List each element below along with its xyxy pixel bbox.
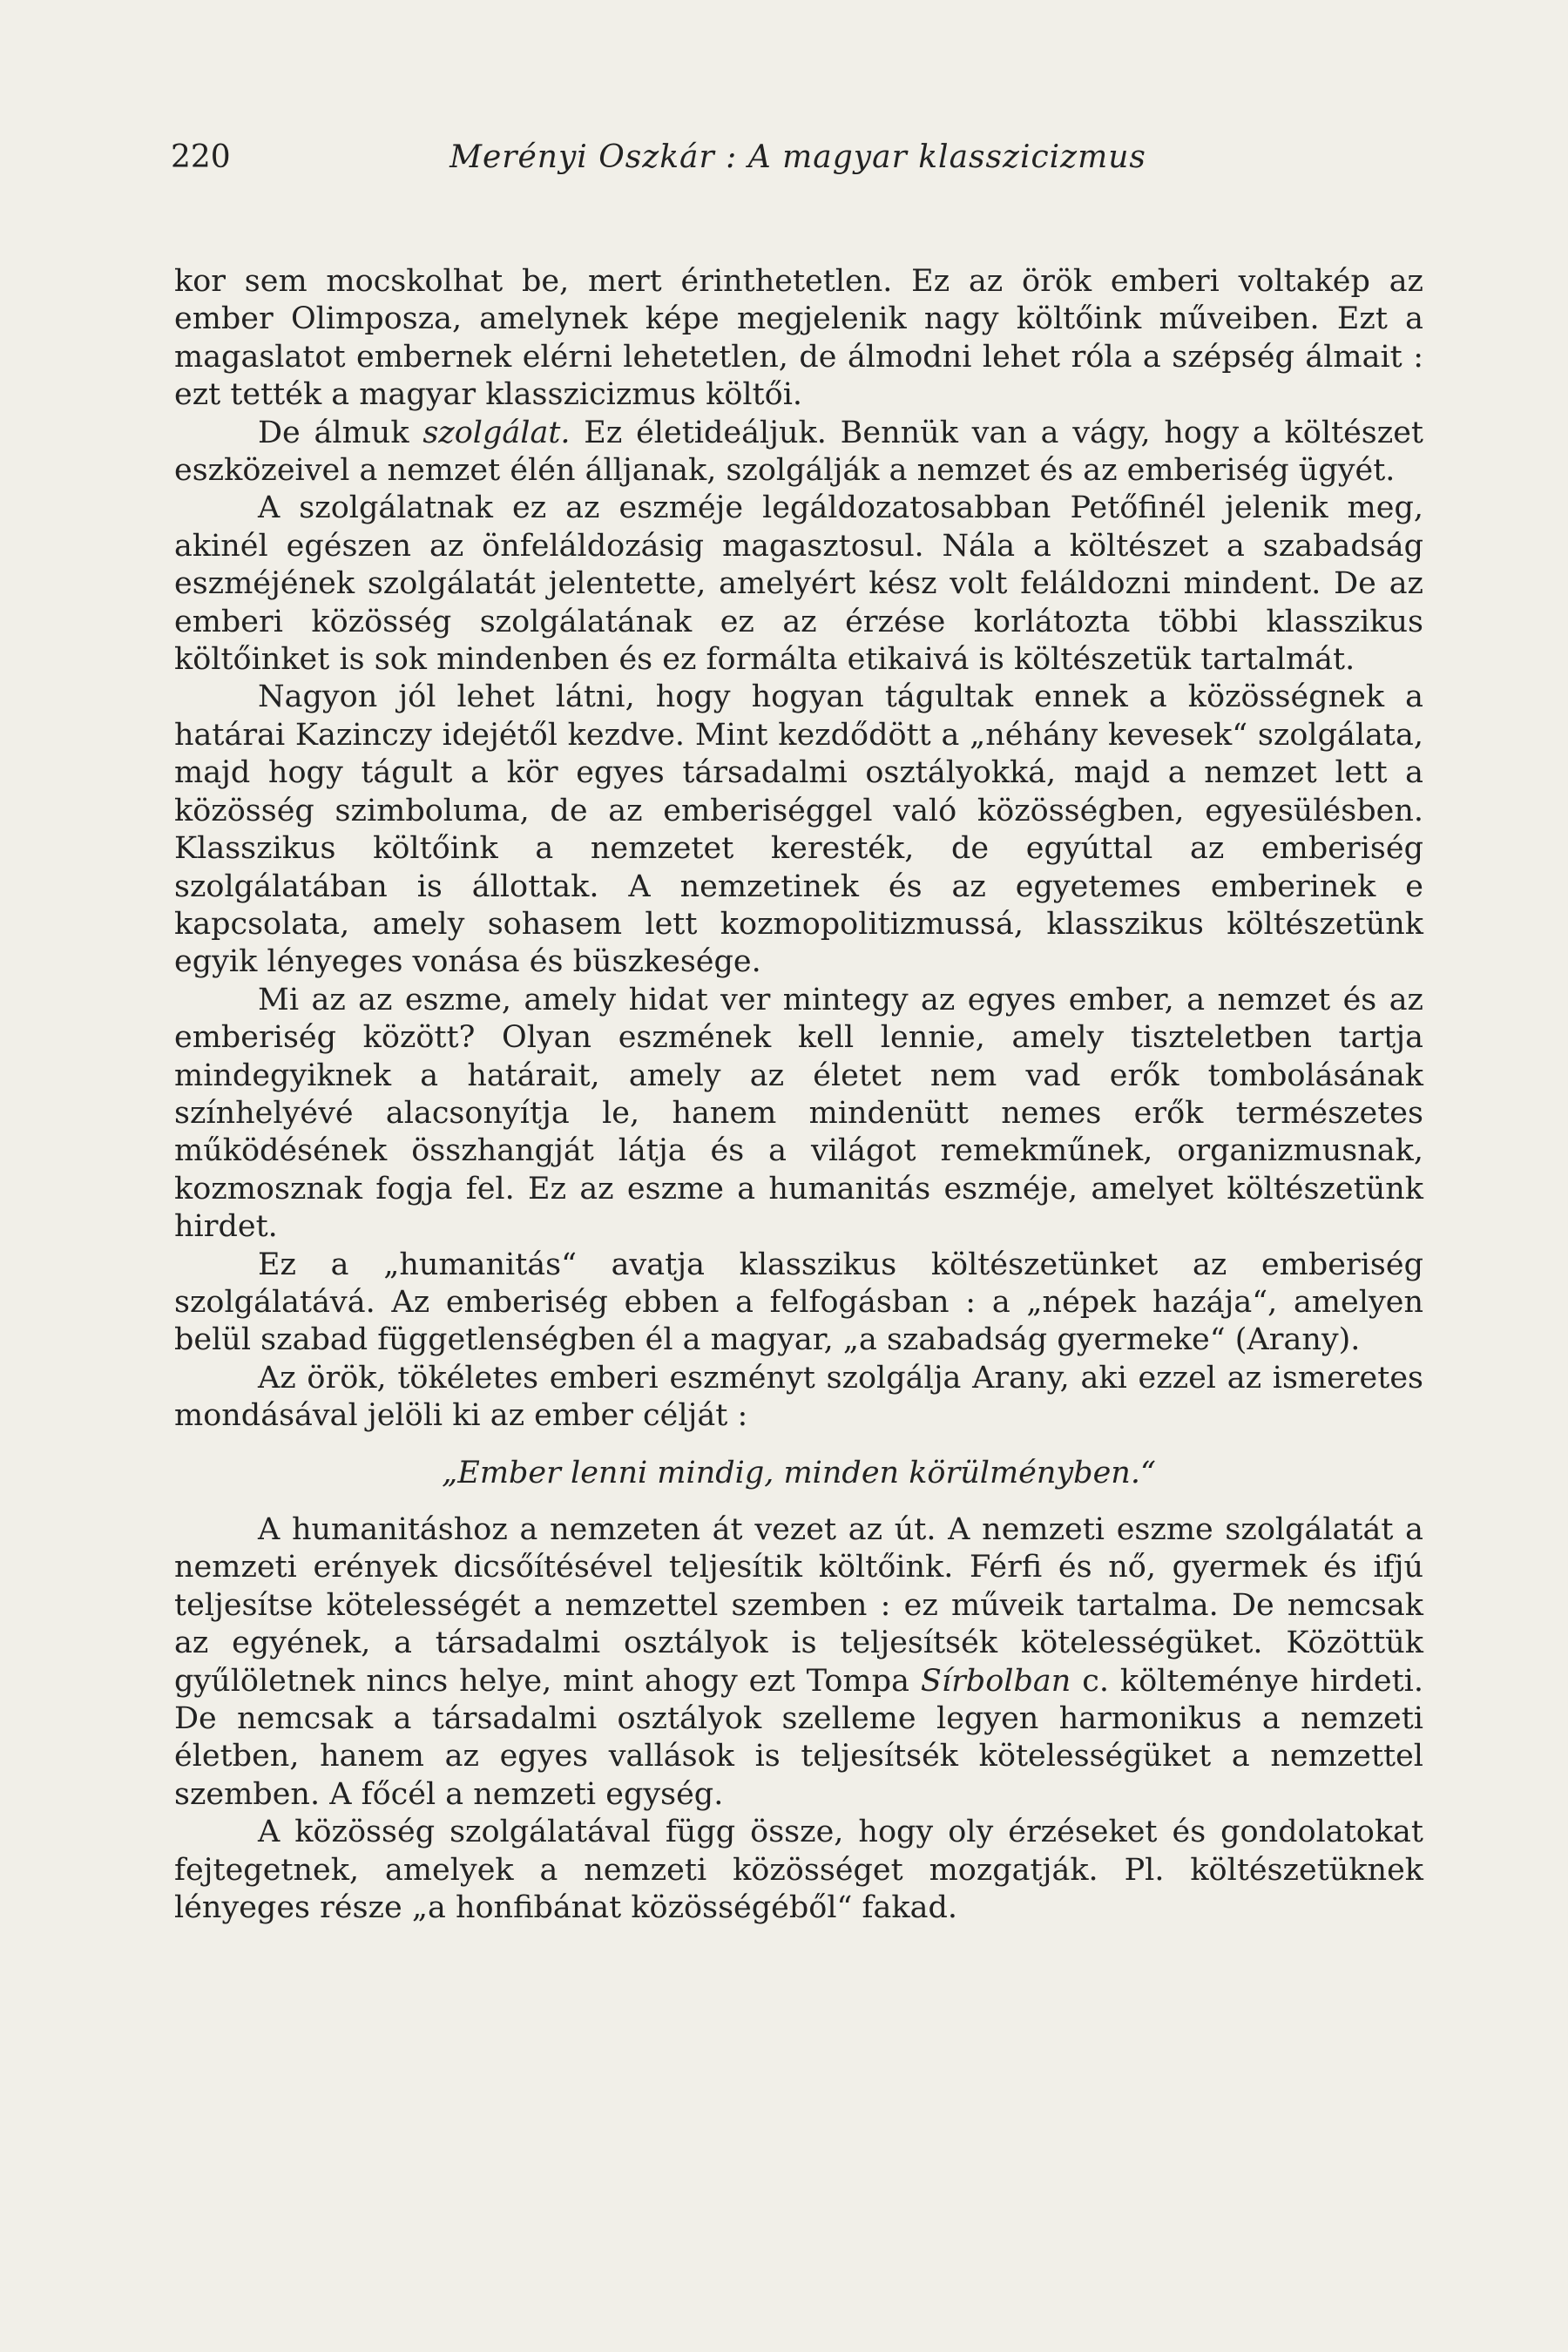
paragraph: [174, 490, 1423, 679]
text-run: A közösség szolgálatával függ össze, hogy oly érzéseket és gondolatokat fejtegetnek, amelyek a nemzeti közösséget mozgatják. Pl. költészetüknek lényeges része „a honfibánat közösségéből“ fakad.: [174, 1815, 1423, 1926]
text-run: De álmuk: [258, 415, 423, 450]
paragraph: [174, 679, 1423, 981]
body-text: [174, 263, 1423, 1927]
paragraph: [174, 1360, 1423, 1436]
page-header: [171, 139, 1425, 181]
text-run: Ez a „humanitás“ avatja klasszikus költészetünket az emberiség szolgálatává. Az emberiség ebben a felfogásban : a „népek hazája“, amelyen belül szabad függetlenségben él a magyar, „a szabadság gyermeke“ (Arany).: [174, 1247, 1423, 1358]
paragraph: [174, 415, 1423, 490]
text-run: A humanitáshoz a nemzeten át vezet az út. A nemzeti eszme szolgálatát a nemzeti erények dicsőítésével teljesítik költőink. Férfi és nő, gyermek és ifjú teljesítse kötelességét a nemzettel szemben : ez műveik tartalma. De nemcsak az egyének, a társadalmi osztályok is teljesítsék kötelességüket. Közöttük gyűlöletnek nincs helye, mint ahogy ezt Tompa: [174, 1512, 1423, 1699]
emphasized-text: „Ember lenni mindig, minden körülményben.“: [442, 1455, 1156, 1490]
text-run: Az örök, tökéletes emberi eszményt szolgálja Arany, aki ezzel az ismeretes mondásával jelöli ki az ember célját :: [174, 1360, 1423, 1434]
page-number: 220: [171, 139, 231, 175]
running-title: Merényi Oszkár : A magyar klasszicizmus: [449, 139, 1146, 175]
text-run: Mi az az eszme, amely hidat ver mintegy az egyes ember, a nemzet és az emberiség között? Olyan eszmének kell lennie, amely tiszteletben tartja mindegyiknek a határait, amely az életet nem vad erők tombolásának színhelyévé alacsonyítja le, hanem mindenütt nemes erők természetes működésének összhangját látja és a világot remekműnek, organizmusnak, kozmosznak fogja fel. Ez az eszme a humanitás eszméje, amelyet költészetünk hirdet.: [174, 982, 1423, 1245]
text-run: c. költeménye hirdeti. De nemcsak a társadalmi osztályok szelleme legyen harmonikus a nemzeti életben, hanem az egyes vallások is teljesítsék kötelességüket a nemzettel szemben. A főcél a nemzeti egység.: [174, 1663, 1423, 1812]
paragraph: [174, 982, 1423, 1247]
paragraph: [174, 1814, 1423, 1927]
emphasized-text: Sírbolban: [920, 1663, 1071, 1699]
paragraph: [174, 1511, 1423, 1814]
paragraph: [174, 263, 1423, 415]
paragraph: [174, 1247, 1423, 1360]
text-run: Nagyon jól lehet látni, hogy hogyan tágultak ennek a közösségnek a határai Kazinczy idejétől kezdve. Mint kezdődött a „néhány kevesek“ szolgálata, majd hogy tágult a kör egyes társadalmi osztályokká, majd a nemzet lett a közösség szimboluma, de az emberiséggel való közösségben, egyesülésben. Klasszikus költőink a nemzetet keresték, de egyúttal az emberiség szolgálatában is állottak. A nemzetinek és az egyetemes emberinek e kapcsolata, amely sohasem lett kozmopolitizmussá, klasszikus költészetünk egyik lényeges vonása és büszkesége.: [174, 679, 1423, 980]
text-run: A szolgálatnak ez az eszméje legáldozatosabban Petőfinél jelenik meg, akinél egészen az önfeláldozásig magasztosul. Nála a költészet a szabadság eszméjének szolgálatát jelentette, amelyért kész volt feláldozni mindent. De az emberi közösség szolgálatának ez az érzése korlátozta többi klasszikus költőinket is sok mindenben és ez formálta etikaivá is költészetük tartalmát.: [174, 490, 1423, 678]
emphasized-text: szolgálat.: [422, 415, 571, 450]
text-run: kor sem mocskolhat be, mert érinthetetlen. Ez az örök emberi voltakép az ember Olimposza, amelynek képe megjelenik nagy költőink műveiben. Ezt a magaslatot embernek elérni lehetetlen, de álmodni lehet róla a szépség álmait : ezt tették a magyar klasszicizmus költői.: [174, 264, 1423, 413]
text-run: Ez életideáljuk. Bennük van a vágy, hogy a költészet eszközeivel a nemzet élén álljanak, szolgálják a nemzet és az emberiség ügyét.: [174, 415, 1423, 489]
quotation: [174, 1455, 1423, 1492]
